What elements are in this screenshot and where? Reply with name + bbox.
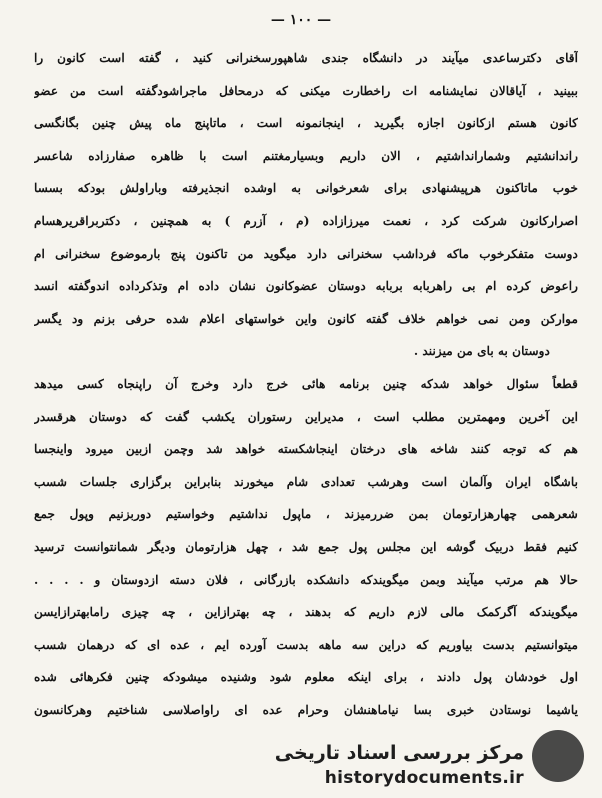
text-line: خوب ماتاکنون هرپیشنهادی برای شعرخوانی به اوشده انجذیرفته وباراولش بودکه بسسا bbox=[34, 181, 578, 196]
text-line: کانون هستم ازکانون اجازه بگیرید ، اینجانمونه است ، ماتاپنج ماه پیش چنین بگانگسی bbox=[34, 116, 578, 131]
text-line: دوستان به بای من میزنند . bbox=[413, 344, 550, 359]
text-line: دوست متفکرخوب ماکه فرداشب سخنرانی دارد میگوید من تاکنون پنج بارموضوع سخنرانی ام bbox=[34, 246, 578, 261]
text-line: ببینید ، آیاقالان نمایشنامه ات راخطارت میکنی که درمحافل ماجراشودگفته است من عضو bbox=[34, 83, 578, 98]
text-line: کنیم فقط دربیک گوشه این مجلس پول جمع شد ، چهل هزارتومان ودیگر شمانتوانست ترسید bbox=[34, 539, 578, 554]
text-line: میتوانستیم بدست بیاوریم که دراین سه ماهه بدست آورده ایم ، عده ای که درهمان شسب bbox=[34, 637, 578, 652]
text-line: راندانشتیم وشمارانداشتیم ، الان داریم وبسیارمغتنم است با ظاهره صفارزاده شاعسر bbox=[34, 148, 578, 163]
text-line: موارکن ومن نمی خواهم خلاف گفته کانون واین خواستهای اعلام شده حرفی بزنم ود یگسر bbox=[34, 311, 578, 326]
text-line: هم که توجه کنند شاخه های درختان اینجاشکسته خواهد شد وچمن ازبین میرود واینجسا bbox=[34, 442, 578, 457]
text-line: آقای دکترساعدی میآیند در دانشگاه جندی شاهپورسخنرانی کنید ، گفته است کانون را bbox=[34, 51, 578, 65]
text-line: قطعاً سئوال خواهد شدکه چنین برنامه هائی خرج دارد وخرج آن راپنجاه کسی میدهد bbox=[34, 376, 578, 391]
text-line: اصرارکانون شرکت کرد ، نعمت میرزازاده (م ، آزرم ) به همچنین ، دکتربراقریرهسام bbox=[34, 213, 578, 228]
text-line: این آخرین ومهمترین مطلب است ، مدیراین رستوران یکشب گفت که دوستان هرقسدر bbox=[34, 409, 578, 424]
text-line: اول خودشان پول دادند ، برای اینکه معلوم شود وشنیده میشودکه چنین فکرهائی شده bbox=[34, 670, 578, 685]
text-line: شعرهمی چهارهزارتومان بمن ضررمیزند ، ماپول نداشتیم وخواستیم دوربزنیم وپول جمع bbox=[34, 507, 578, 522]
document-body bbox=[34, 42, 578, 726]
text-line: باشگاه ایران وآلمان است وهرشب تعدادی شام میخورند بنابراین برگزاری جلسات شسب bbox=[34, 474, 578, 489]
text-line: راعوض کرده ام بی راهربابه بربابه دوستان عضوکانون نشان داده ام وتذکرداده اندوگفته انسد bbox=[34, 279, 578, 294]
watermark-url: historydocuments.ir bbox=[324, 768, 524, 788]
text-line: حالا هم مرتب میآیند وبمن میگویندکه دانشکده بازرگانی ، فلان دسته ازدوستان و . . . . bbox=[34, 572, 578, 587]
text-line: میگویندکه آگرکمک مالی لازم داریم که بدهند ، چه بهترازاین ، چه چیزی رامابهترازایسن bbox=[34, 605, 578, 620]
text-line: یاشیما نوستادن خبری بسا نیاماهنشان وحرام عده ای راواصلاسی شناختیم وهرکانسون bbox=[34, 702, 578, 717]
seal-icon bbox=[532, 730, 584, 782]
page-number: — ۱۰۰ — bbox=[270, 12, 332, 28]
watermark-title: مرکز بررسی اسناد تاریخی bbox=[274, 742, 524, 764]
watermark bbox=[274, 718, 594, 794]
